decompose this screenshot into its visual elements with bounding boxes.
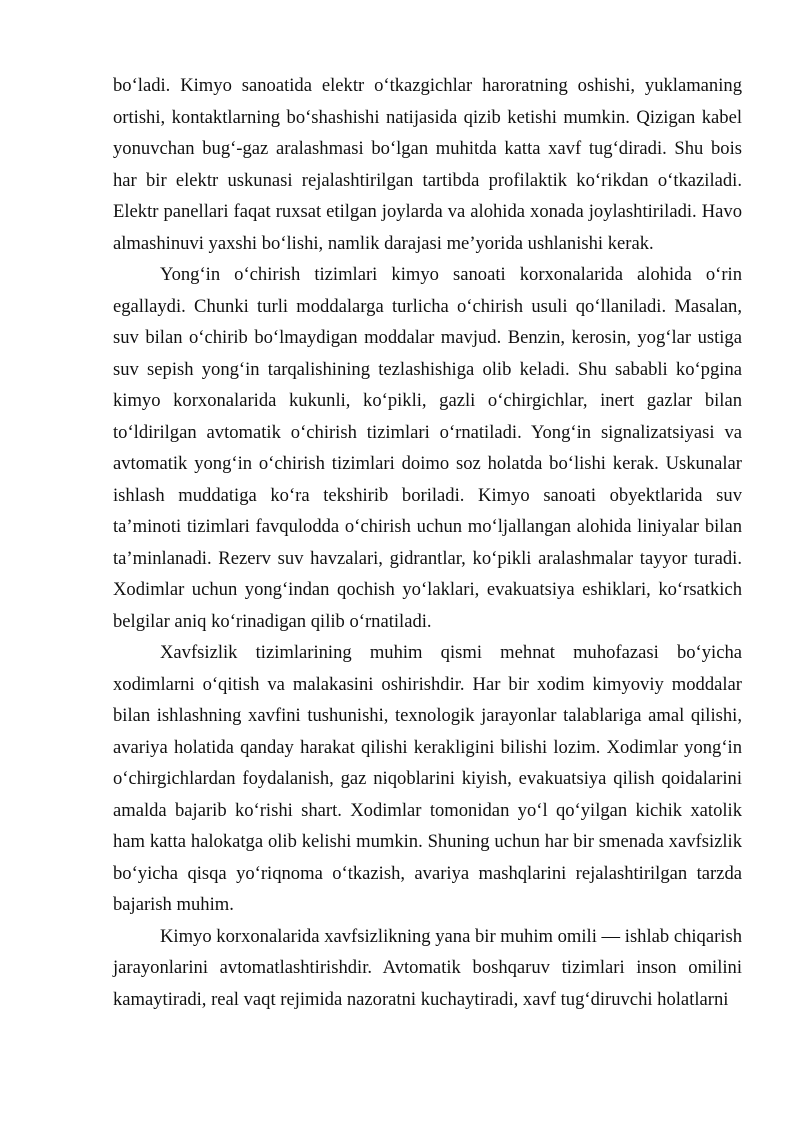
document-page — [113, 70, 742, 1015]
paragraph-fire-extinguishing: Yong‘in o‘chirish tizimlari kimyo sanoati korxonalarida alohida o‘rin egallaydi. Chunki turli moddalarga turlicha o‘chirish usuli qo‘llaniladi. Masalan, suv bilan o‘chirib bo‘lmaydigan moddalar mavjud. Benzin, kerosin, yog‘lar ustiga suv sepish yong‘in tarqalishining tezlashishiga olib keladi. Shu sababli ko‘pgina kimyo korxonalarida kukunli, ko‘pikli, gazli o‘chirgichlar, inert gazlar bilan to‘ldirilgan avtomatik o‘chirish tizimlari o‘rnatiladi. Yong‘in signalizatsiyasi va avtomatik yong‘in o‘chirish tizimlari doimo soz holatda bo‘lishi kerak. Uskunalar ishlash muddatiga ko‘ra tekshirib boriladi. Kimyo sanoati obyektlarida suv ta’minoti tizimlari favqulodda o‘chirish uchun mo‘ljallangan alohida liniyalar bilan ta’minlanadi. Rezerv suv havzalari, gidrantlar, ko‘pikli aralashmalar tayyor turadi. Xodimlar uchun yong‘indan qochish yo‘laklari, evakuatsiya eshiklari, ko‘rsatkich belgilar aniq ko‘rinadigan qilib o‘rnatiladi. — [113, 264, 742, 632]
paragraph-electrical-safety: bo‘ladi. Kimyo sanoatida elektr o‘tkazgichlar haroratning oshishi, yuklamaning ortishi, kontaktlarning bo‘shashishi natijasida qizib ketishi mumkin. Qizigan kabel yonuvchan bug‘-gaz aralashmasi bo‘lgan muhitda katta xavf tug‘diradi. Shu bois har bir elektr uskunasi rejalashtirilgan tartibda profilaktik ko‘rikdan o‘tkaziladi. Elektr panellari faqat ruxsat etilgan joylarda va alohida xonada joylashtiriladi. Havo almashinuvi yaxshi bo‘lishi, namlik darajasi me’yorida ushlanishi kerak. — [113, 75, 742, 254]
paragraph-staff-training: Xavfsizlik tizimlarining muhim qismi mehnat muhofazasi bo‘yicha xodimlarni o‘qitish va malakasini oshirishdir. Har bir xodim kimyoviy moddalar bilan ishlashning xavfini tushunishi, texnologik jarayonlar talablariga amal qilishi, avariya holatida qanday harakat qilishi kerakligini bilishi lozim. Xodimlar yong‘in o‘chirgichlardan foydalanish, gaz niqoblarini kiyish, evakuatsiya qilish qoidalarini amalda bajarib ko‘rishi shart. Xodimlar tomonidan yo‘l qo‘yilgan kichik xatolik ham katta halokatga olib kelishi mumkin. Shuning uchun har bir smenada xavfsizlik bo‘yicha qisqa yo‘riqnoma o‘tkazish, avariya mashqlarini rejalashtirilgan tarzda bajarish muhim. — [113, 642, 742, 915]
paragraph-automation: Kimyo korxonalarida xavfsizlikning yana bir muhim omili — ishlab chiqarish jarayonlarini avtomatlashtirishdir. Avtomatik boshqaruv tizimlari inson omilini kamaytiradi, real vaqt rejimida nazoratni kuchaytiradi, xavf tug‘diruvchi holatlarni — [113, 925, 742, 1010]
